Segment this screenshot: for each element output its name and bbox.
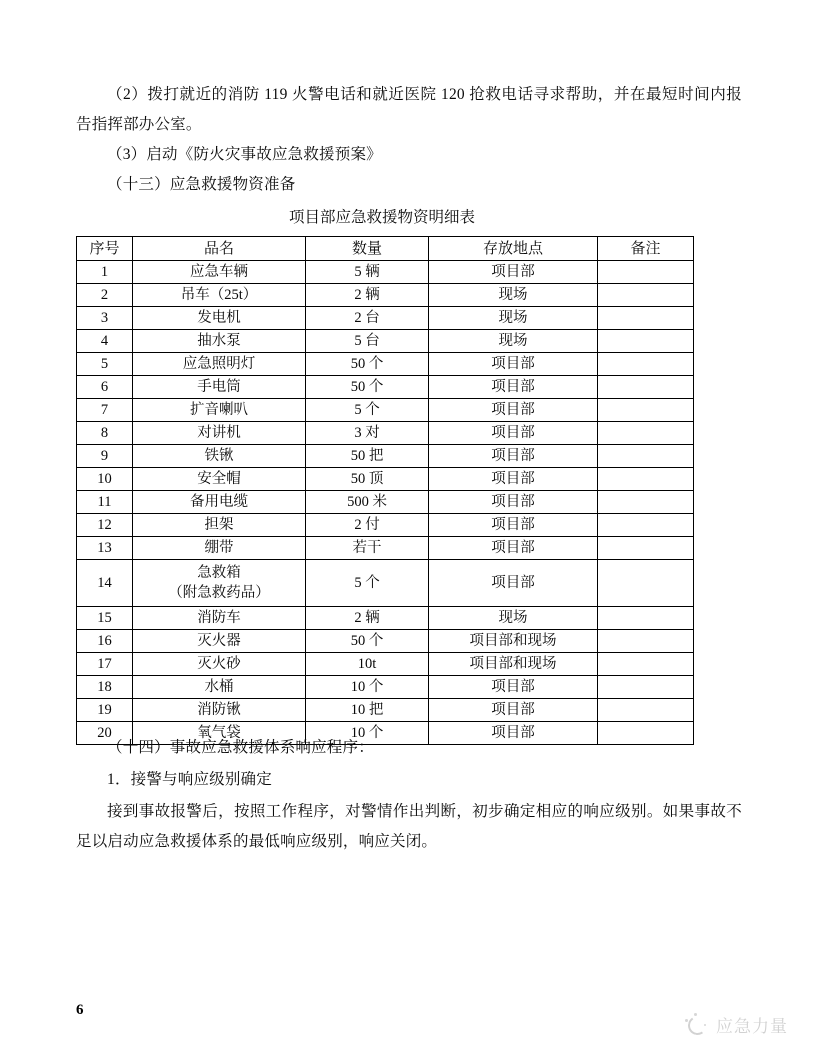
table-cell-quantity: 2 台 bbox=[306, 307, 429, 330]
materials-table-wrapper bbox=[76, 236, 688, 745]
table-cell-remark bbox=[598, 307, 694, 330]
table-row bbox=[77, 353, 694, 376]
table-cell-item-name: 消防锹 bbox=[133, 699, 306, 722]
table-cell-remark bbox=[598, 284, 694, 307]
table-row bbox=[77, 560, 694, 607]
table-cell-quantity: 10t bbox=[306, 653, 429, 676]
table-row bbox=[77, 307, 694, 330]
table-header-quantity: 数量 bbox=[306, 237, 429, 261]
table-cell-storage-location: 现场 bbox=[429, 607, 598, 630]
table-row bbox=[77, 676, 694, 699]
table-header-serial-number: 序号 bbox=[77, 237, 133, 261]
table-row bbox=[77, 399, 694, 422]
table-cell-serial-number: 10 bbox=[77, 468, 133, 491]
paragraph-response-detail: 接到事故报警后，按照工作程序，对警情作出判断，初步确定相应的响应级别。如果事故不足以启动应急救援体系的最低响应级别，响应关闭。 bbox=[76, 803, 742, 850]
table-cell-quantity: 50 顶 bbox=[306, 468, 429, 491]
table-cell-quantity: 若干 bbox=[306, 537, 429, 560]
table-cell-storage-location: 项目部 bbox=[429, 514, 598, 537]
table-row bbox=[77, 699, 694, 722]
table-cell-remark bbox=[598, 514, 694, 537]
table-cell-serial-number: 6 bbox=[77, 376, 133, 399]
table-cell-serial-number: 19 bbox=[77, 699, 133, 722]
table-row bbox=[77, 261, 694, 284]
table-cell-quantity: 5 个 bbox=[306, 560, 429, 607]
table-row bbox=[77, 376, 694, 399]
table-cell-item-name: 抽水泵 bbox=[133, 330, 306, 353]
table-cell-storage-location: 项目部 bbox=[429, 699, 598, 722]
table-cell-serial-number: 16 bbox=[77, 630, 133, 653]
table-row bbox=[77, 284, 694, 307]
table-cell-serial-number: 12 bbox=[77, 514, 133, 537]
table-cell-remark bbox=[598, 491, 694, 514]
table-cell-item-name: 灭火砂 bbox=[133, 653, 306, 676]
table-cell-storage-location: 现场 bbox=[429, 284, 598, 307]
table-cell-quantity: 5 个 bbox=[306, 399, 429, 422]
table-cell-remark bbox=[598, 468, 694, 491]
table-cell-storage-location: 项目部 bbox=[429, 261, 598, 284]
table-cell-quantity: 10 个 bbox=[306, 676, 429, 699]
paragraph-emergency-call: （2）拨打就近的消防 119 火警电话和就近医院 120 抢救电话寻求帮助，并在最短时间内报告指挥部办公室。 bbox=[76, 86, 742, 133]
table-cell-item-name: 氧气袋 bbox=[133, 722, 306, 745]
table-cell-serial-number: 7 bbox=[77, 399, 133, 422]
emergency-logo-icon bbox=[684, 1012, 709, 1037]
table-cell-quantity: 50 个 bbox=[306, 376, 429, 399]
table-cell-storage-location: 项目部和现场 bbox=[429, 630, 598, 653]
table-caption: 项目部应急救援物资明细表 bbox=[288, 209, 475, 226]
table-header-remark: 备注 bbox=[598, 237, 694, 261]
table-cell-quantity: 50 把 bbox=[306, 445, 429, 468]
table-row bbox=[77, 630, 694, 653]
materials-table bbox=[76, 236, 694, 745]
table-cell-serial-number: 5 bbox=[77, 353, 133, 376]
table-cell-item-name bbox=[133, 560, 306, 607]
table-cell-serial-number: 20 bbox=[77, 722, 133, 745]
table-cell-storage-location: 现场 bbox=[429, 307, 598, 330]
table-row bbox=[77, 422, 694, 445]
paragraph-section-thirteen: （十三）应急救援物资准备 bbox=[107, 176, 296, 193]
table-cell-storage-location: 项目部 bbox=[429, 353, 598, 376]
table-cell-storage-location: 项目部 bbox=[429, 399, 598, 422]
table-cell-storage-location: 项目部 bbox=[429, 491, 598, 514]
table-cell-item-name: 水桶 bbox=[133, 676, 306, 699]
table-cell-item-name-line1: 急救箱 bbox=[197, 565, 241, 581]
table-cell-quantity: 2 辆 bbox=[306, 284, 429, 307]
table-cell-item-name: 铁锹 bbox=[133, 445, 306, 468]
table-cell-serial-number: 3 bbox=[77, 307, 133, 330]
table-cell-remark bbox=[598, 353, 694, 376]
table-row bbox=[77, 514, 694, 537]
paragraph-activate-plan: （3）启动《防火灾事故应急救援预案》 bbox=[107, 146, 382, 163]
table-cell-serial-number: 8 bbox=[77, 422, 133, 445]
table-header-item-name: 品名 bbox=[133, 237, 306, 261]
table-cell-remark bbox=[598, 560, 694, 607]
table-cell-item-name: 备用电缆 bbox=[133, 491, 306, 514]
table-cell-storage-location: 项目部 bbox=[429, 376, 598, 399]
table-cell-storage-location: 项目部 bbox=[429, 722, 598, 745]
paragraph-section-fourteen: （十四）事故应急救援体系响应程序： bbox=[107, 739, 374, 756]
table-cell-remark bbox=[598, 422, 694, 445]
table-cell-quantity: 2 付 bbox=[306, 514, 429, 537]
table-cell-serial-number: 11 bbox=[77, 491, 133, 514]
table-cell-quantity: 50 个 bbox=[306, 353, 429, 376]
table-cell-remark bbox=[598, 676, 694, 699]
table-cell-serial-number: 17 bbox=[77, 653, 133, 676]
table-cell-serial-number: 9 bbox=[77, 445, 133, 468]
table-row bbox=[77, 491, 694, 514]
table-cell-remark bbox=[598, 376, 694, 399]
table-cell-item-name: 吊车（25t） bbox=[133, 284, 306, 307]
table-cell-remark bbox=[598, 261, 694, 284]
table-cell-storage-location: 项目部 bbox=[429, 537, 598, 560]
table-cell-remark bbox=[598, 630, 694, 653]
table-row bbox=[77, 445, 694, 468]
table-cell-quantity: 10 个 bbox=[306, 722, 429, 745]
table-cell-item-name-line2: （附急救药品） bbox=[168, 585, 270, 601]
table-cell-item-name: 担架 bbox=[133, 514, 306, 537]
watermark-label: 应急力量 bbox=[716, 1017, 788, 1037]
table-cell-storage-location: 项目部 bbox=[429, 468, 598, 491]
table-header-storage-location: 存放地点 bbox=[429, 237, 598, 261]
table-cell-item-name: 消防车 bbox=[133, 607, 306, 630]
table-row bbox=[77, 468, 694, 491]
table-cell-serial-number: 2 bbox=[77, 284, 133, 307]
table-cell-quantity: 3 对 bbox=[306, 422, 429, 445]
table-row bbox=[77, 607, 694, 630]
table-cell-item-name: 手电筒 bbox=[133, 376, 306, 399]
table-cell-serial-number: 14 bbox=[77, 560, 133, 607]
table-cell-remark bbox=[598, 445, 694, 468]
table-cell-serial-number: 13 bbox=[77, 537, 133, 560]
table-row bbox=[77, 537, 694, 560]
page-number: 6 bbox=[76, 1002, 84, 1018]
table-cell-remark bbox=[598, 653, 694, 676]
table-cell-remark bbox=[598, 607, 694, 630]
table-cell-storage-location: 现场 bbox=[429, 330, 598, 353]
table-cell-item-name: 安全帽 bbox=[133, 468, 306, 491]
table-cell-item-name: 绷带 bbox=[133, 537, 306, 560]
table-cell-quantity: 50 个 bbox=[306, 630, 429, 653]
table-cell-storage-location: 项目部 bbox=[429, 676, 598, 699]
table-cell-serial-number: 15 bbox=[77, 607, 133, 630]
table-cell-item-name: 扩音喇叭 bbox=[133, 399, 306, 422]
table-cell-storage-location: 项目部 bbox=[429, 560, 598, 607]
table-cell-quantity: 10 把 bbox=[306, 699, 429, 722]
table-cell-item-name: 应急车辆 bbox=[133, 261, 306, 284]
table-cell-item-name: 对讲机 bbox=[133, 422, 306, 445]
table-cell-serial-number: 18 bbox=[77, 676, 133, 699]
table-cell-remark bbox=[598, 399, 694, 422]
table-cell-quantity: 2 辆 bbox=[306, 607, 429, 630]
table-cell-quantity: 5 台 bbox=[306, 330, 429, 353]
table-cell-remark bbox=[598, 537, 694, 560]
paragraph-item-one: 1．接警与响应级别确定 bbox=[107, 771, 272, 788]
table-cell-item-name: 灭火器 bbox=[133, 630, 306, 653]
table-cell-remark bbox=[598, 330, 694, 353]
table-cell-storage-location: 项目部和现场 bbox=[429, 653, 598, 676]
table-cell-serial-number: 4 bbox=[77, 330, 133, 353]
table-cell-item-name: 发电机 bbox=[133, 307, 306, 330]
table-row bbox=[77, 330, 694, 353]
watermark bbox=[684, 1012, 788, 1037]
table-cell-quantity: 5 辆 bbox=[306, 261, 429, 284]
table-cell-item-name: 应急照明灯 bbox=[133, 353, 306, 376]
table-header-row bbox=[77, 237, 694, 261]
table-cell-quantity: 500 米 bbox=[306, 491, 429, 514]
table-cell-storage-location: 项目部 bbox=[429, 445, 598, 468]
table-row bbox=[77, 653, 694, 676]
table-cell-storage-location: 项目部 bbox=[429, 422, 598, 445]
table-cell-serial-number: 1 bbox=[77, 261, 133, 284]
table-cell-remark bbox=[598, 699, 694, 722]
